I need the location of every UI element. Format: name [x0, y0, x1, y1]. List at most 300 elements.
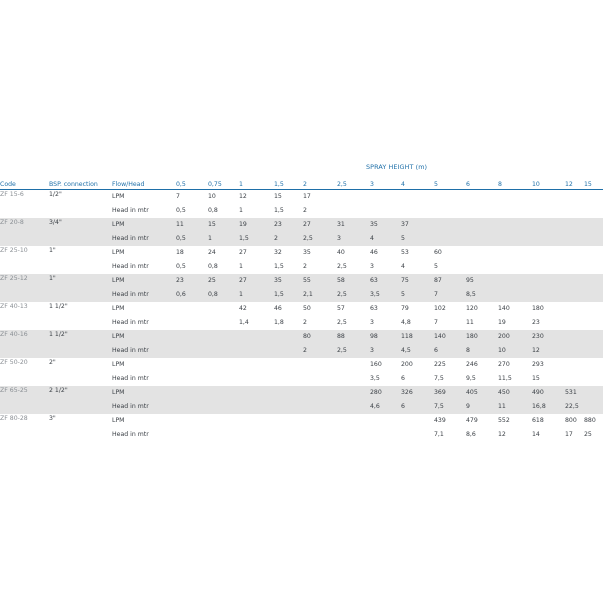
lpm-value: 88 — [337, 330, 370, 344]
head-value — [466, 260, 498, 274]
header-height: 3 — [370, 176, 401, 190]
lpm-value: 531 — [565, 386, 584, 400]
lpm-value: 60 — [434, 248, 442, 256]
lpm-value — [176, 358, 208, 372]
head-value — [239, 372, 274, 386]
head-value — [565, 344, 584, 358]
head-value — [401, 428, 434, 442]
lpm-value — [239, 358, 274, 372]
head-value — [584, 260, 603, 274]
lpm-value: 200 — [401, 360, 413, 368]
bsp-connection: 1 1/2" — [49, 303, 68, 310]
lpm-value — [176, 330, 208, 344]
lpm-value: 58 — [337, 274, 370, 288]
lpm-value: 180 — [532, 304, 544, 312]
lpm-value — [584, 302, 603, 316]
lpm-value — [303, 358, 337, 372]
head-value — [239, 400, 274, 414]
lpm-value — [239, 414, 274, 428]
head-value: 10 — [498, 344, 532, 358]
lpm-value — [337, 386, 370, 400]
model-code: ZF 20-8 — [0, 218, 49, 246]
lpm-value — [239, 330, 274, 344]
head-value: 16,8 — [532, 400, 565, 414]
lpm-value: 53 — [401, 248, 409, 256]
head-value — [565, 260, 584, 274]
table-row-lpm — [0, 302, 603, 316]
head-value — [498, 232, 532, 246]
header-height: 5 — [434, 176, 466, 190]
head-value — [239, 428, 274, 442]
head-value: 7,5 — [434, 400, 466, 414]
head-value: 5 — [434, 262, 438, 270]
lpm-value — [274, 330, 303, 344]
head-value — [434, 232, 466, 246]
lpm-value: 15 — [208, 218, 239, 232]
head-value: 12 — [532, 344, 565, 358]
head-value: 1,5 — [274, 206, 284, 214]
head-value: 8 — [466, 344, 498, 358]
lpm-value: 87 — [434, 274, 466, 288]
lpm-value: 24 — [208, 248, 216, 256]
head-value: 1 — [239, 288, 274, 302]
flow-label: LPM — [112, 386, 176, 400]
flow-label: LPM — [112, 192, 125, 200]
head-value — [498, 260, 532, 274]
flow-label: LPM — [112, 218, 176, 232]
head-value — [466, 232, 498, 246]
head-value — [208, 400, 239, 414]
head-value: 11 — [498, 400, 532, 414]
head-label: Head in mtr — [112, 288, 176, 302]
lpm-value: 35 — [303, 248, 311, 256]
lpm-value: 246 — [466, 360, 478, 368]
lpm-value — [401, 190, 434, 205]
head-value — [532, 232, 565, 246]
lpm-value: 225 — [434, 360, 446, 368]
head-value: 2,5 — [337, 288, 370, 302]
head-value: 1,4 — [239, 318, 249, 326]
lpm-value — [584, 386, 603, 400]
lpm-value: 552 — [498, 416, 510, 424]
flow-label: LPM — [112, 330, 176, 344]
head-value: 2,5 — [337, 344, 370, 358]
head-value — [401, 204, 434, 218]
head-value — [208, 316, 239, 330]
head-value — [176, 400, 208, 414]
head-label: Head in mtr — [112, 262, 149, 270]
flow-label: LPM — [112, 248, 125, 256]
lpm-value: 120 — [466, 304, 478, 312]
lpm-value: 140 — [434, 330, 466, 344]
head-value: 22,5 — [565, 400, 584, 414]
head-value: 3,5 — [370, 374, 380, 382]
head-value: 2,5 — [337, 318, 347, 326]
lpm-value: 7 — [176, 192, 180, 200]
head-value — [565, 232, 584, 246]
lpm-value — [208, 414, 239, 428]
table-row-lpm — [0, 274, 603, 288]
flow-label: LPM — [112, 416, 125, 424]
lpm-value — [401, 414, 434, 428]
lpm-value — [208, 302, 239, 316]
lpm-value — [498, 274, 532, 288]
lpm-value: 293 — [532, 360, 544, 368]
lpm-value — [337, 414, 370, 428]
header-height: 0,5 — [176, 176, 208, 190]
lpm-value — [532, 246, 565, 260]
lpm-value: 57 — [337, 304, 345, 312]
table-row-lpm — [0, 414, 603, 428]
head-value — [274, 428, 303, 442]
lpm-value — [584, 330, 603, 344]
lpm-value: 102 — [434, 304, 446, 312]
head-value: 3 — [370, 344, 401, 358]
lpm-value: 23 — [176, 274, 208, 288]
head-value: 1,8 — [274, 318, 284, 326]
header-height: 15 — [584, 176, 603, 190]
head-value — [176, 372, 208, 386]
head-value: 1 — [208, 232, 239, 246]
header-bsp-connection: BSP. connection — [49, 176, 112, 190]
head-value — [239, 344, 274, 358]
head-value: 0,6 — [176, 288, 208, 302]
head-value — [584, 204, 603, 218]
model-code: ZF 40-13 — [0, 303, 28, 310]
head-value — [208, 372, 239, 386]
lpm-value — [303, 414, 337, 428]
head-value — [274, 400, 303, 414]
head-value: 0,8 — [208, 262, 218, 270]
lpm-value: 369 — [434, 386, 466, 400]
lpm-value — [434, 190, 466, 205]
bsp-connection: 1/2" — [49, 191, 62, 198]
lpm-value: 160 — [370, 360, 382, 368]
lpm-value — [532, 274, 565, 288]
table-row-lpm — [0, 386, 603, 400]
head-value: 1 — [239, 206, 243, 214]
lpm-value: 23 — [274, 218, 303, 232]
lpm-value: 15 — [274, 192, 282, 200]
lpm-value — [274, 414, 303, 428]
lpm-value — [274, 386, 303, 400]
lpm-value — [498, 218, 532, 232]
lpm-value: 98 — [370, 330, 401, 344]
head-value: 4,6 — [370, 400, 401, 414]
lpm-value — [565, 274, 584, 288]
head-value: 1,5 — [274, 288, 303, 302]
head-value: 8,6 — [466, 430, 476, 438]
lpm-value: 37 — [401, 218, 434, 232]
flow-label: LPM — [112, 360, 125, 368]
lpm-value — [565, 330, 584, 344]
head-value — [532, 204, 565, 218]
head-value — [303, 372, 337, 386]
lpm-value — [208, 330, 239, 344]
lpm-value — [208, 358, 239, 372]
head-value: 2,1 — [303, 288, 337, 302]
head-value — [584, 372, 603, 386]
lpm-value: 200 — [498, 330, 532, 344]
lpm-value: 10 — [208, 192, 216, 200]
head-value: 12 — [498, 430, 506, 438]
lpm-value: 17 — [303, 192, 311, 200]
model-code: ZF 25-12 — [0, 274, 49, 302]
lpm-value — [498, 246, 532, 260]
lpm-value — [176, 302, 208, 316]
bsp-connection: 3/4" — [49, 218, 112, 246]
lpm-value — [176, 414, 208, 428]
head-value — [584, 316, 603, 330]
head-value: 7,1 — [434, 430, 444, 438]
bsp-connection: 1" — [49, 247, 56, 254]
lpm-value: 46 — [370, 248, 378, 256]
lpm-value: 55 — [303, 274, 337, 288]
table-row-lpm — [0, 190, 603, 205]
head-value: 5 — [401, 288, 434, 302]
header-height: 1 — [239, 176, 274, 190]
head-value: 0,5 — [176, 262, 186, 270]
head-value — [337, 204, 370, 218]
lpm-value: 50 — [303, 304, 311, 312]
lpm-value — [239, 386, 274, 400]
head-value: 2 — [274, 232, 303, 246]
lpm-value — [565, 358, 584, 372]
head-value — [565, 204, 584, 218]
bsp-connection: 1 1/2" — [49, 330, 112, 358]
head-value: 23 — [532, 318, 540, 326]
lpm-value: 230 — [532, 330, 565, 344]
head-value: 14 — [532, 430, 540, 438]
lpm-value: 80 — [303, 330, 337, 344]
head-value: 2 — [303, 262, 307, 270]
head-value: 4,5 — [401, 344, 434, 358]
head-value: 2 — [303, 318, 307, 326]
head-value — [370, 428, 401, 442]
head-label: Head in mtr — [112, 430, 149, 438]
head-value: 8,5 — [466, 288, 498, 302]
lpm-value — [584, 358, 603, 372]
model-code: ZF 65-25 — [0, 386, 49, 414]
lpm-value: 439 — [434, 416, 446, 424]
head-value: 15 — [532, 374, 540, 382]
lpm-value: 326 — [401, 386, 434, 400]
lpm-value — [532, 218, 565, 232]
bsp-connection: 3" — [49, 415, 56, 422]
model-code: ZF 50-20 — [0, 359, 28, 366]
head-value: 3 — [370, 318, 374, 326]
table-row-lpm — [0, 218, 603, 232]
head-value: 25 — [584, 430, 592, 438]
lpm-value: 35 — [274, 274, 303, 288]
head-value — [584, 400, 603, 414]
head-value: 4 — [401, 262, 405, 270]
table-body — [0, 190, 603, 443]
head-value: 2,5 — [337, 262, 347, 270]
head-value: 6 — [401, 374, 405, 382]
header-height: 2,5 — [337, 176, 370, 190]
head-value: 1 — [239, 262, 243, 270]
head-value: 9,5 — [466, 374, 476, 382]
lpm-value — [498, 190, 532, 205]
lpm-value — [274, 358, 303, 372]
head-label: Head in mtr — [112, 318, 149, 326]
bsp-connection: 2" — [49, 359, 56, 366]
head-value: 11 — [466, 318, 474, 326]
head-label: Head in mtr — [112, 344, 176, 358]
head-value — [303, 400, 337, 414]
flow-label: LPM — [112, 274, 176, 288]
head-value: 3,5 — [370, 288, 401, 302]
head-value — [337, 428, 370, 442]
lpm-value — [303, 386, 337, 400]
header-height: 6 — [466, 176, 498, 190]
head-value — [337, 372, 370, 386]
head-value — [176, 344, 208, 358]
lpm-value: 618 — [532, 416, 544, 424]
head-value — [434, 204, 466, 218]
lpm-value: 800 — [565, 416, 577, 424]
lpm-value: 32 — [274, 248, 282, 256]
lpm-value: 95 — [466, 274, 498, 288]
head-label: Head in mtr — [112, 206, 149, 214]
lpm-value — [565, 302, 584, 316]
header-code: Code — [0, 176, 49, 190]
head-value — [532, 288, 565, 302]
lpm-value — [466, 246, 498, 260]
head-value: 1,5 — [274, 262, 284, 270]
head-value — [466, 204, 498, 218]
model-code: ZF 40-16 — [0, 330, 49, 358]
lpm-value: 46 — [274, 304, 282, 312]
lpm-value — [466, 190, 498, 205]
header-height: 1,5 — [274, 176, 303, 190]
head-value — [532, 260, 565, 274]
header-height: 2 — [303, 176, 337, 190]
lpm-value: 11 — [176, 218, 208, 232]
head-value: 5 — [401, 232, 434, 246]
lpm-value — [584, 274, 603, 288]
lpm-value — [434, 218, 466, 232]
head-value: 2,5 — [303, 232, 337, 246]
lpm-value: 479 — [466, 416, 478, 424]
head-value — [337, 400, 370, 414]
lpm-value: 180 — [466, 330, 498, 344]
head-value — [176, 428, 208, 442]
lpm-value — [466, 218, 498, 232]
head-value: 11,5 — [498, 374, 512, 382]
model-code: ZF 15-6 — [0, 191, 24, 198]
head-value — [584, 288, 603, 302]
lpm-value: 27 — [239, 274, 274, 288]
head-value: 4,8 — [401, 318, 411, 326]
head-value: 4 — [370, 232, 401, 246]
head-value — [274, 372, 303, 386]
lpm-value — [565, 190, 584, 205]
head-value — [565, 288, 584, 302]
lpm-value — [176, 386, 208, 400]
lpm-value: 25 — [208, 274, 239, 288]
lpm-value — [584, 190, 603, 205]
lpm-value — [532, 190, 565, 205]
head-value — [498, 204, 532, 218]
head-value: 1,5 — [239, 232, 274, 246]
lpm-value: 490 — [532, 386, 565, 400]
head-value: 2 — [303, 344, 337, 358]
head-value: 0,5 — [176, 206, 186, 214]
lpm-value: 405 — [466, 386, 498, 400]
head-value — [584, 232, 603, 246]
head-value — [176, 316, 208, 330]
head-value — [584, 344, 603, 358]
head-value — [565, 316, 584, 330]
head-value: 17 — [565, 430, 573, 438]
head-value: 0,8 — [208, 288, 239, 302]
head-value — [274, 344, 303, 358]
table-row-lpm — [0, 246, 603, 260]
head-value: 2 — [303, 206, 307, 214]
head-value: 6 — [401, 400, 434, 414]
table-row-lpm — [0, 330, 603, 344]
head-value — [303, 428, 337, 442]
lpm-value — [584, 246, 603, 260]
lpm-value: 75 — [401, 274, 434, 288]
head-value: 0,5 — [176, 232, 208, 246]
header-height: 0,75 — [208, 176, 239, 190]
model-code: ZF 25-10 — [0, 247, 28, 254]
head-value: 3 — [337, 232, 370, 246]
spray-height-caption: SPRAY HEIGHT (m) — [366, 163, 428, 171]
header-row — [0, 176, 603, 190]
lpm-value: 35 — [370, 218, 401, 232]
lpm-value — [337, 190, 370, 205]
head-value: 0,8 — [208, 206, 218, 214]
head-value — [565, 372, 584, 386]
head-label: Head in mtr — [112, 374, 149, 382]
model-code: ZF 80-28 — [0, 415, 28, 422]
lpm-value — [565, 218, 584, 232]
lpm-value: 12 — [239, 192, 247, 200]
lpm-value: 27 — [239, 248, 247, 256]
head-value — [208, 344, 239, 358]
head-value: 9 — [466, 400, 498, 414]
lpm-value: 63 — [370, 274, 401, 288]
head-label: Head in mtr — [112, 232, 176, 246]
header-height: 10 — [532, 176, 565, 190]
lpm-value — [337, 358, 370, 372]
table-row-lpm — [0, 358, 603, 372]
lpm-value: 18 — [176, 248, 184, 256]
lpm-value: 880 — [584, 416, 596, 424]
lpm-value: 79 — [401, 304, 409, 312]
bsp-connection: 2 1/2" — [49, 386, 112, 414]
lpm-value: 270 — [498, 360, 510, 368]
flow-label: LPM — [112, 304, 125, 312]
lpm-value: 450 — [498, 386, 532, 400]
head-value: 19 — [498, 318, 506, 326]
lpm-value: 118 — [401, 330, 434, 344]
lpm-value: 42 — [239, 304, 247, 312]
head-label: Head in mtr — [112, 400, 176, 414]
lpm-value — [584, 218, 603, 232]
lpm-value: 31 — [337, 218, 370, 232]
head-value — [498, 288, 532, 302]
lpm-value: 280 — [370, 386, 401, 400]
head-value: 6 — [434, 344, 466, 358]
head-value: 7,5 — [434, 374, 444, 382]
head-value — [208, 428, 239, 442]
spray-spec-table — [0, 176, 603, 442]
